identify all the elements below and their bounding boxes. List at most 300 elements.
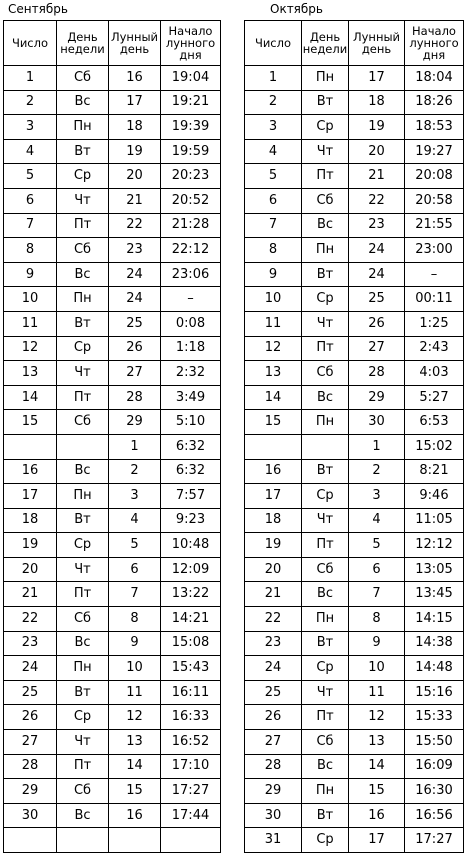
cell-lunar-day-start: 19:04 [161, 66, 221, 91]
table-row [245, 188, 464, 213]
cell-lunar-day-start: 16:09 [405, 754, 464, 779]
cell-weekday: Сб [57, 779, 109, 804]
cell-lunar-day-start: 15:08 [161, 631, 221, 656]
cell-lunar-day-start: 6:32 [161, 434, 221, 459]
table-row [245, 484, 464, 509]
table-row [245, 361, 464, 386]
header-lunar-day: Лунный день [109, 21, 161, 66]
cell-date: 17 [4, 484, 57, 509]
cell-lunar-day: 16 [349, 803, 405, 828]
cell-date: 16 [245, 459, 302, 484]
cell-weekday: Ср [302, 287, 349, 312]
cell-lunar-day: 8 [349, 607, 405, 632]
cell-lunar-day: 29 [109, 410, 161, 435]
cell-lunar-day: 22 [349, 188, 405, 213]
cell-lunar-day: 9 [349, 631, 405, 656]
table-row [245, 262, 464, 287]
cell-lunar-day: 16 [109, 66, 161, 91]
table-row [4, 262, 221, 287]
table-row [4, 238, 221, 263]
cell-lunar-day: 1 [109, 434, 161, 459]
cell-weekday: Ср [57, 164, 109, 189]
cell-lunar-day: 17 [109, 90, 161, 115]
table-row [245, 754, 464, 779]
cell-lunar-day: 27 [349, 336, 405, 361]
table-row [4, 336, 221, 361]
cell-date: 1 [245, 66, 302, 91]
cell-weekday: Пн [302, 410, 349, 435]
cell-lunar-day-start: 11:05 [405, 508, 464, 533]
cell-lunar-day: 4 [349, 508, 405, 533]
cell-weekday: Пт [302, 533, 349, 558]
header-date: Число [4, 21, 57, 66]
cell-lunar-day-start: 15:02 [405, 434, 464, 459]
table-row [4, 582, 221, 607]
cell-lunar-day-start: 12:09 [161, 557, 221, 582]
table-row [245, 680, 464, 705]
cell-weekday: Чт [57, 361, 109, 386]
cell-lunar-day-start: 3:49 [161, 385, 221, 410]
cell-lunar-day: 1 [349, 434, 405, 459]
cell-lunar-day-start: 0:08 [161, 311, 221, 336]
cell-lunar-day-start: 2:32 [161, 361, 221, 386]
cell-lunar-day-start: 6:53 [405, 410, 464, 435]
cell-lunar-day-start: 14:48 [405, 656, 464, 681]
cell-lunar-day-start: – [161, 287, 221, 312]
cell-lunar-day: 15 [109, 779, 161, 804]
cell-lunar-day-start: 7:57 [161, 484, 221, 509]
cell-lunar-day: 13 [349, 730, 405, 755]
cell-date: 6 [4, 188, 57, 213]
cell-lunar-day-start: 18:04 [405, 66, 464, 91]
cell-date: 20 [245, 557, 302, 582]
cell-lunar-day: 26 [109, 336, 161, 361]
cell-lunar-day: 11 [109, 680, 161, 705]
cell-lunar-day-start: 18:26 [405, 90, 464, 115]
october-title: Октябрь [270, 2, 323, 16]
cell-lunar-day-start: 16:52 [161, 730, 221, 755]
cell-weekday: Вс [302, 385, 349, 410]
table-row [4, 557, 221, 582]
cell-lunar-day-start: 16:56 [405, 803, 464, 828]
table-row [4, 705, 221, 730]
table-row [245, 385, 464, 410]
table-row [4, 90, 221, 115]
cell-lunar-day: 14 [349, 754, 405, 779]
cell-weekday: Вт [302, 803, 349, 828]
table-row [245, 66, 464, 91]
cell-weekday: Сб [302, 730, 349, 755]
cell-weekday: Чт [57, 557, 109, 582]
cell-weekday: Чт [57, 730, 109, 755]
cell-lunar-day: 16 [109, 803, 161, 828]
cell-lunar-day: 11 [349, 680, 405, 705]
table-row [4, 730, 221, 755]
cell-weekday: Ср [57, 336, 109, 361]
cell-lunar-day: 21 [109, 188, 161, 213]
table-row [4, 434, 221, 459]
september-block [3, 0, 221, 853]
table-row [4, 164, 221, 189]
cell-weekday: Вт [302, 90, 349, 115]
table-row [4, 66, 221, 91]
cell-lunar-day: 25 [109, 311, 161, 336]
cell-date: 25 [4, 680, 57, 705]
cell-date: 30 [4, 803, 57, 828]
cell-lunar-day: 30 [349, 410, 405, 435]
cell-weekday: Сб [57, 238, 109, 263]
cell-date [245, 434, 302, 459]
cell-lunar-day-start: 9:23 [161, 508, 221, 533]
cell-lunar-day-start: 13:22 [161, 582, 221, 607]
cell-weekday: Пт [57, 754, 109, 779]
cell-weekday: Вс [302, 582, 349, 607]
header-weekday: День недели [302, 21, 349, 66]
table-row [4, 361, 221, 386]
header-lunar-day-start: Начало лунного дня [405, 21, 464, 66]
cell-weekday: Пн [302, 238, 349, 263]
cell-lunar-day-start: 19:39 [161, 115, 221, 140]
table-row [4, 139, 221, 164]
cell-lunar-day: 24 [349, 238, 405, 263]
table-row [245, 705, 464, 730]
cell-lunar-day-start: 19:59 [161, 139, 221, 164]
table-row [4, 484, 221, 509]
cell-lunar-day: 4 [109, 508, 161, 533]
cell-date: 10 [4, 287, 57, 312]
cell-date: 4 [245, 139, 302, 164]
cell-lunar-day: 22 [109, 213, 161, 238]
table-row [4, 188, 221, 213]
cell-weekday: Вт [57, 139, 109, 164]
table-row [4, 656, 221, 681]
cell-weekday: Вс [57, 803, 109, 828]
cell-lunar-day: 18 [109, 115, 161, 140]
cell-date: 3 [4, 115, 57, 140]
cell-lunar-day-start: 12:12 [405, 533, 464, 558]
cell-date: 26 [245, 705, 302, 730]
cell-lunar-day-start: 17:27 [161, 779, 221, 804]
cell-weekday: Пт [57, 582, 109, 607]
cell-lunar-day: 12 [109, 705, 161, 730]
header-lunar-day-start: Начало лунного дня [161, 21, 221, 66]
cell-weekday: Чт [302, 311, 349, 336]
cell-date: 18 [4, 508, 57, 533]
cell-date: 27 [4, 730, 57, 755]
cell-lunar-day-start: 5:27 [405, 385, 464, 410]
cell-lunar-day-start: 9:46 [405, 484, 464, 509]
cell-lunar-day: 23 [109, 238, 161, 263]
cell-date: 5 [4, 164, 57, 189]
cell-date: 31 [245, 828, 302, 853]
cell-lunar-day-start: 22:12 [161, 238, 221, 263]
cell-lunar-day-start: 1:25 [405, 311, 464, 336]
header-lunar-day: Лунный день [349, 21, 405, 66]
table-row [245, 779, 464, 804]
cell-date: 1 [4, 66, 57, 91]
cell-date: 10 [245, 287, 302, 312]
cell-weekday: Вс [57, 631, 109, 656]
cell-weekday: Пн [57, 115, 109, 140]
cell-lunar-day: 21 [349, 164, 405, 189]
cell-lunar-day: 8 [109, 607, 161, 632]
cell-weekday: Пт [302, 336, 349, 361]
cell-date: 18 [245, 508, 302, 533]
cell-date: 29 [4, 779, 57, 804]
cell-date: 7 [245, 213, 302, 238]
table-row [245, 434, 464, 459]
cell-lunar-day: 10 [349, 656, 405, 681]
table-row [245, 631, 464, 656]
cell-lunar-day-start: 21:55 [405, 213, 464, 238]
cell-lunar-day: 3 [349, 484, 405, 509]
cell-lunar-day-start: 17:27 [405, 828, 464, 853]
cell-date: 8 [245, 238, 302, 263]
table-row [4, 287, 221, 312]
cell-date: 5 [245, 164, 302, 189]
cell-lunar-day-start: 21:28 [161, 213, 221, 238]
cell-weekday: Чт [302, 680, 349, 705]
table-row [245, 90, 464, 115]
cell-lunar-day-start: 16:30 [405, 779, 464, 804]
cell-lunar-day: 12 [349, 705, 405, 730]
cell-weekday: Пн [302, 66, 349, 91]
cell-weekday: Ср [302, 484, 349, 509]
table-row [4, 115, 221, 140]
september-header-row [4, 21, 221, 66]
cell-lunar-day-start: 17:10 [161, 754, 221, 779]
table-row [4, 803, 221, 828]
cell-date: 11 [4, 311, 57, 336]
cell-lunar-day: 14 [109, 754, 161, 779]
cell-weekday: Вт [302, 631, 349, 656]
table-row [245, 287, 464, 312]
cell-weekday: Пн [57, 484, 109, 509]
cell-lunar-day-start: 8:21 [405, 459, 464, 484]
cell-date: 7 [4, 213, 57, 238]
october-body [245, 66, 464, 853]
table-row [4, 385, 221, 410]
cell-lunar-day-start: – [405, 262, 464, 287]
cell-date: 21 [4, 582, 57, 607]
cell-weekday: Вс [57, 90, 109, 115]
cell-lunar-day-start: 15:43 [161, 656, 221, 681]
table-row [245, 557, 464, 582]
table-row [4, 754, 221, 779]
cell-weekday: Сб [57, 410, 109, 435]
cell-date: 28 [245, 754, 302, 779]
cell-lunar-day-start: 16:33 [161, 705, 221, 730]
cell-lunar-day-start: 14:38 [405, 631, 464, 656]
cell-date: 24 [4, 656, 57, 681]
cell-date: 6 [245, 188, 302, 213]
cell-lunar-day: 15 [349, 779, 405, 804]
cell-lunar-day: 20 [349, 139, 405, 164]
cell-lunar-day: 20 [109, 164, 161, 189]
table-row [4, 213, 221, 238]
table-row [245, 311, 464, 336]
cell-weekday: Пн [57, 287, 109, 312]
cell-date: 16 [4, 459, 57, 484]
table-row [4, 680, 221, 705]
cell-lunar-day: 5 [109, 533, 161, 558]
cell-date: 14 [245, 385, 302, 410]
cell-weekday: Ср [302, 115, 349, 140]
cell-weekday: Сб [302, 361, 349, 386]
cell-weekday: Вт [57, 508, 109, 533]
cell-lunar-day: 25 [349, 287, 405, 312]
cell-lunar-day: 7 [349, 582, 405, 607]
cell-weekday [302, 434, 349, 459]
cell-weekday: Ср [302, 656, 349, 681]
cell-date: 2 [245, 90, 302, 115]
table-row [245, 164, 464, 189]
cell-lunar-day-start: 4:03 [405, 361, 464, 386]
table-row [245, 656, 464, 681]
cell-lunar-day [109, 828, 161, 853]
cell-lunar-day-start: 13:05 [405, 557, 464, 582]
cell-weekday: Вт [302, 459, 349, 484]
table-row [4, 311, 221, 336]
cell-lunar-day: 6 [349, 557, 405, 582]
cell-weekday: Сб [302, 557, 349, 582]
cell-lunar-day-start: 15:33 [405, 705, 464, 730]
cell-lunar-day: 28 [349, 361, 405, 386]
cell-weekday: Ср [57, 705, 109, 730]
cell-lunar-day-start: 19:21 [161, 90, 221, 115]
cell-lunar-day-start: 1:18 [161, 336, 221, 361]
table-row [245, 139, 464, 164]
cell-date: 9 [4, 262, 57, 287]
cell-lunar-day: 17 [349, 828, 405, 853]
table-row [4, 607, 221, 632]
table-row [4, 631, 221, 656]
cell-lunar-day: 24 [349, 262, 405, 287]
cell-weekday [57, 828, 109, 853]
cell-lunar-day-start: 20:08 [405, 164, 464, 189]
cell-lunar-day-start: 5:10 [161, 410, 221, 435]
cell-date: 8 [4, 238, 57, 263]
cell-date: 27 [245, 730, 302, 755]
cell-date: 23 [245, 631, 302, 656]
cell-lunar-day: 24 [109, 287, 161, 312]
cell-lunar-day-start: 6:32 [161, 459, 221, 484]
cell-date: 23 [4, 631, 57, 656]
cell-date [4, 828, 57, 853]
cell-date: 3 [245, 115, 302, 140]
cell-lunar-day: 2 [109, 459, 161, 484]
cell-weekday: Пт [302, 705, 349, 730]
cell-weekday: Чт [302, 139, 349, 164]
cell-date: 25 [245, 680, 302, 705]
cell-date: 11 [245, 311, 302, 336]
cell-lunar-day: 27 [109, 361, 161, 386]
cell-lunar-day: 19 [109, 139, 161, 164]
cell-lunar-day: 26 [349, 311, 405, 336]
table-row [245, 238, 464, 263]
cell-date: 12 [245, 336, 302, 361]
cell-date: 20 [4, 557, 57, 582]
cell-date: 15 [245, 410, 302, 435]
cell-weekday: Чт [302, 508, 349, 533]
table-row [245, 459, 464, 484]
cell-weekday: Пн [302, 607, 349, 632]
table-row [4, 508, 221, 533]
table-row [245, 803, 464, 828]
cell-weekday [57, 434, 109, 459]
cell-weekday: Пт [57, 385, 109, 410]
header-date: Число [245, 21, 302, 66]
cell-weekday: Пн [302, 779, 349, 804]
cell-weekday: Сб [57, 66, 109, 91]
cell-lunar-day-start: 16:11 [161, 680, 221, 705]
september-table [3, 20, 221, 853]
cell-weekday: Ср [302, 828, 349, 853]
table-row [245, 607, 464, 632]
cell-lunar-day-start: 14:15 [405, 607, 464, 632]
cell-weekday: Вт [302, 262, 349, 287]
cell-lunar-day: 28 [109, 385, 161, 410]
cell-weekday: Пт [57, 213, 109, 238]
cell-weekday: Пт [302, 164, 349, 189]
cell-lunar-day-start: 10:48 [161, 533, 221, 558]
cell-date: 15 [4, 410, 57, 435]
cell-date: 22 [245, 607, 302, 632]
cell-lunar-day-start: 20:58 [405, 188, 464, 213]
cell-weekday: Чт [57, 188, 109, 213]
cell-lunar-day: 7 [109, 582, 161, 607]
cell-lunar-day-start [161, 828, 221, 853]
cell-lunar-day-start: 23:06 [161, 262, 221, 287]
cell-weekday: Пн [57, 656, 109, 681]
cell-lunar-day-start: 19:27 [405, 139, 464, 164]
table-row [245, 730, 464, 755]
table-row [245, 336, 464, 361]
table-row [4, 410, 221, 435]
cell-date: 24 [245, 656, 302, 681]
cell-lunar-day: 6 [109, 557, 161, 582]
cell-lunar-day: 10 [109, 656, 161, 681]
cell-lunar-day-start: 13:45 [405, 582, 464, 607]
cell-lunar-day: 9 [109, 631, 161, 656]
table-row [245, 828, 464, 853]
cell-lunar-day: 2 [349, 459, 405, 484]
cell-date: 26 [4, 705, 57, 730]
cell-lunar-day: 24 [109, 262, 161, 287]
cell-lunar-day: 18 [349, 90, 405, 115]
cell-date: 13 [4, 361, 57, 386]
cell-weekday: Ср [57, 533, 109, 558]
cell-weekday: Сб [57, 607, 109, 632]
cell-date: 12 [4, 336, 57, 361]
cell-date: 14 [4, 385, 57, 410]
cell-lunar-day-start: 23:00 [405, 238, 464, 263]
cell-date: 9 [245, 262, 302, 287]
cell-weekday: Вс [302, 754, 349, 779]
cell-date: 19 [245, 533, 302, 558]
cell-lunar-day-start: 15:16 [405, 680, 464, 705]
table-row [4, 533, 221, 558]
cell-lunar-day-start: 2:43 [405, 336, 464, 361]
cell-lunar-day: 3 [109, 484, 161, 509]
table-row [4, 459, 221, 484]
cell-weekday: Вс [302, 213, 349, 238]
cell-lunar-day: 19 [349, 115, 405, 140]
cell-date: 2 [4, 90, 57, 115]
cell-lunar-day: 23 [349, 213, 405, 238]
cell-lunar-day-start: 18:53 [405, 115, 464, 140]
cell-lunar-day-start: 20:52 [161, 188, 221, 213]
